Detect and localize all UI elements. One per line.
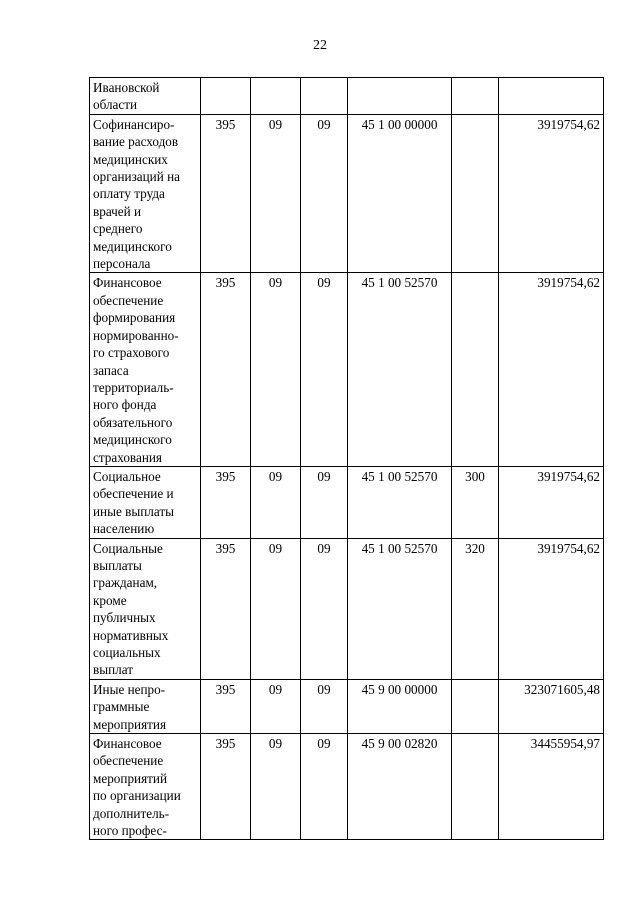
subsection-code: [301, 78, 348, 115]
table-row: [90, 114, 604, 273]
section-code: 09: [251, 466, 301, 538]
item-name: Социальные выплаты гражданам, кроме публичных нормативных социальных выплат: [93, 540, 169, 678]
subsection-code: 09: [301, 273, 348, 466]
department-code: 395: [201, 538, 251, 679]
target-article-code: 45 1 00 52570: [348, 538, 452, 679]
subsection-code: 09: [301, 538, 348, 679]
expense-type-code: 320: [452, 538, 499, 679]
subsection-code: 09: [301, 466, 348, 538]
item-name: Иные непро- граммные мероприятия: [93, 681, 167, 732]
amount: [499, 78, 604, 115]
expense-type-code: [452, 114, 499, 273]
subsection-code: 09: [301, 679, 348, 733]
amount: 3919754,62: [499, 273, 604, 466]
table-row: [90, 679, 604, 733]
section-code: 09: [251, 734, 301, 840]
amount: 3919754,62: [499, 114, 604, 273]
target-article-code: 45 1 00 52570: [348, 466, 452, 538]
table-row: [90, 466, 604, 538]
item-name: Ивановской области: [93, 80, 160, 113]
expense-type-code: [452, 78, 499, 115]
department-code: 395: [201, 734, 251, 840]
target-article-code: [348, 78, 452, 115]
section-code: 09: [251, 114, 301, 273]
item-name: Софинансиро- вание расходов медицинских организаций на оплату труда врачей и среднего медицинского персонала: [93, 116, 181, 272]
department-code: 395: [201, 273, 251, 466]
department-code: 395: [201, 466, 251, 538]
item-name: Финансовое обеспечение формирования нормированно- го страхового запаса территориаль- ного фонда обязательного медицинского страхования: [93, 275, 179, 465]
expense-type-code: [452, 273, 499, 466]
amount: 3919754,62: [499, 538, 604, 679]
subsection-code: 09: [301, 734, 348, 840]
table-row: [90, 538, 604, 679]
subsection-code: 09: [301, 114, 348, 273]
target-article-code: 45 9 00 02820: [348, 734, 452, 840]
table-row: [90, 734, 604, 840]
section-code: [251, 78, 301, 115]
table-row: [90, 78, 604, 115]
section-code: 09: [251, 538, 301, 679]
amount: 323071605,48: [499, 679, 604, 733]
expense-type-code: 300: [452, 466, 499, 538]
expense-type-code: [452, 734, 499, 840]
item-name: Финансовое обеспечение мероприятий по организации дополнитель- ного профес-: [93, 736, 181, 839]
amount: 3919754,62: [499, 466, 604, 538]
section-code: 09: [251, 273, 301, 466]
budget-table: [89, 77, 604, 840]
item-name: Социальное обеспечение и иные выплаты населению: [93, 468, 174, 537]
department-code: 395: [201, 679, 251, 733]
department-code: [201, 78, 251, 115]
page-number: 22: [313, 38, 327, 53]
table-row: [90, 273, 604, 466]
target-article-code: 45 1 00 52570: [348, 273, 452, 466]
section-code: 09: [251, 679, 301, 733]
expense-type-code: [452, 679, 499, 733]
amount: 34455954,97: [499, 734, 604, 840]
target-article-code: 45 9 00 00000: [348, 679, 452, 733]
target-article-code: 45 1 00 00000: [348, 114, 452, 273]
department-code: 395: [201, 114, 251, 273]
